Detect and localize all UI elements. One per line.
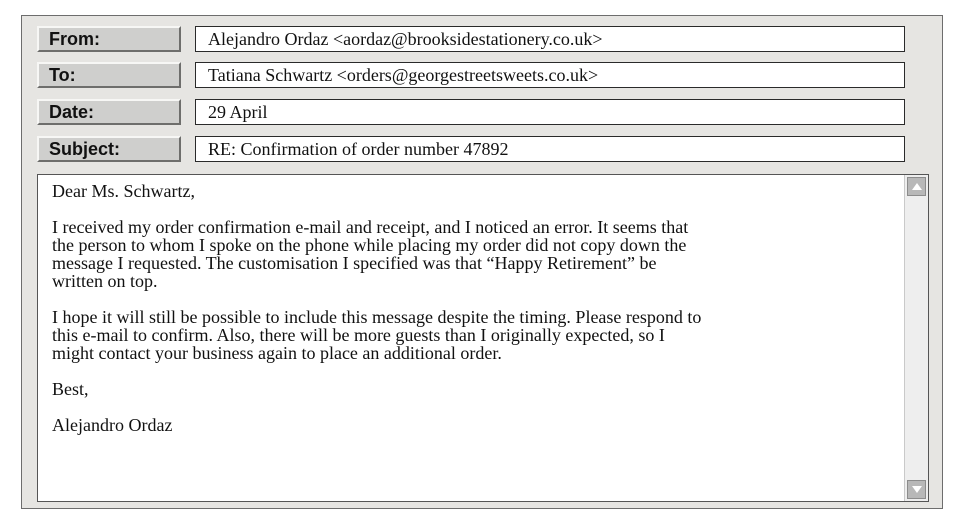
message-text	[52, 182, 902, 452]
triangle-down-icon	[912, 486, 922, 493]
from-field[interactable]: Alejandro Ordaz <aordaz@brooksidestationery.co.uk>	[195, 26, 905, 52]
to-field[interactable]: Tatiana Schwartz <orders@georgestreetsweets.co.uk>	[195, 62, 905, 88]
to-label: To:	[37, 62, 181, 88]
closing: Best,	[52, 379, 89, 399]
date-label: Date:	[37, 99, 181, 125]
body-paragraph: I received my order confirmation e-mail and receipt, and I noticed an error. It seems that the person to whom I spoke on the phone while placing my order did not copy down the message I requested. The customisation I specified was that “Happy Retirement” be written on top.	[52, 217, 689, 291]
email-window	[21, 15, 943, 509]
subject-field[interactable]: RE: Confirmation of order number 47892	[195, 136, 905, 162]
triangle-up-icon	[912, 183, 922, 190]
vertical-scrollbar[interactable]	[904, 175, 928, 501]
signature: Alejandro Ordaz	[52, 415, 173, 435]
date-row	[37, 99, 905, 125]
from-row	[37, 26, 905, 52]
scroll-down-button[interactable]	[907, 480, 926, 499]
subject-row	[37, 136, 905, 162]
greeting: Dear Ms. Schwartz,	[52, 181, 195, 201]
subject-label: Subject:	[37, 136, 181, 162]
date-field[interactable]: 29 April	[195, 99, 905, 125]
message-body[interactable]	[37, 174, 929, 502]
body-paragraph: I hope it will still be possible to include this message despite the timing. Please respond to this e-mail to confirm. Also, there will be more guests than I originally expected, so I might contact your business again to place an additional order.	[52, 307, 702, 363]
to-row	[37, 62, 905, 88]
scroll-up-button[interactable]	[907, 177, 926, 196]
from-label: From:	[37, 26, 181, 52]
